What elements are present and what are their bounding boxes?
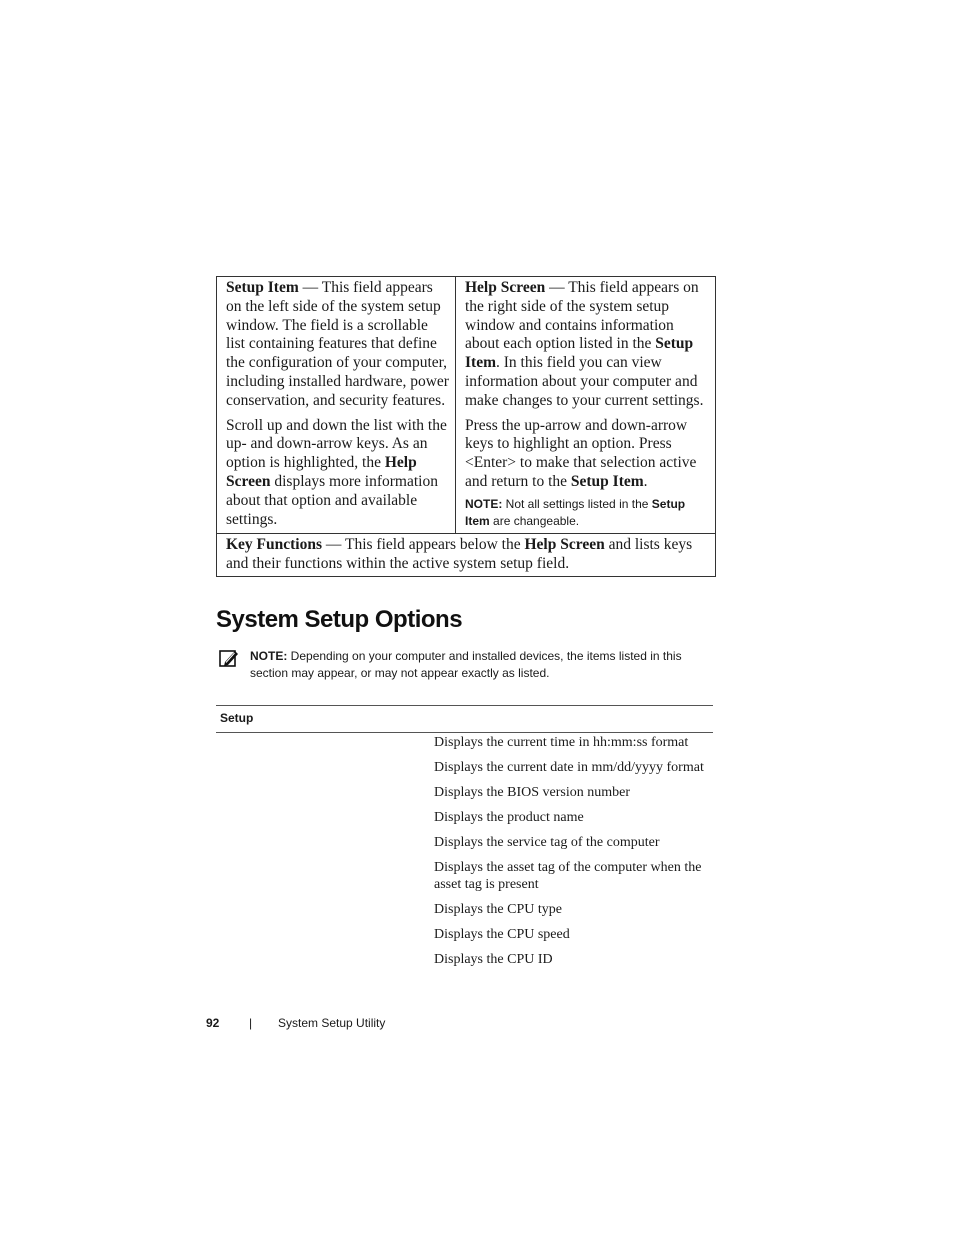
help-screen-note: [465, 496, 709, 530]
setup-option-item: Displays the service tag of the computer: [434, 835, 660, 850]
footer-separator: |: [249, 1016, 253, 1030]
setup-item-cell: [217, 277, 456, 534]
keys-text-end: .: [643, 472, 648, 490]
help-screen-text-end: . In this field you can view information about your computer and make changes to your current settings.: [465, 354, 704, 409]
setup-option-item: Displays the CPU type: [434, 902, 562, 917]
note-setup-item-ref: Setup Item: [465, 496, 686, 528]
setup-item-term: Setup Item: [226, 279, 299, 296]
help-screen-cell: [456, 277, 716, 534]
setup-header-label: Setup: [220, 711, 254, 725]
help-screen-text: — This field appears on the right side of the system setup window and contains information about each option listed in the: [465, 279, 699, 353]
help-screen-term: Help Screen: [465, 279, 546, 296]
help-screen-desc: [465, 279, 709, 411]
info-row-top: [217, 277, 716, 534]
setup-item-scroll-desc: [226, 417, 449, 530]
footer-chapter-title: System Setup Utility: [278, 1016, 386, 1030]
setup-option-item: Displays the CPU speed: [434, 927, 570, 942]
note-body: Depending on your computer and installed devices, the items listed in this section may appear, or may not appear exactly as listed.: [250, 649, 682, 680]
setup-option-item: Displays the product name: [434, 810, 584, 825]
keys-text: Press the up-arrow and down-arrow keys to highlight an option. Press <Enter> to make that selection active and return to the: [465, 416, 697, 490]
key-functions-term: Key Functions: [226, 535, 323, 553]
help-screen-ref: Help Screen: [226, 454, 417, 490]
setup-options-list: [434, 734, 716, 976]
note-label-main: NOTE:: [250, 649, 288, 663]
scroll-text-end: displays more information about that option and available settings.: [226, 472, 438, 528]
key-functions-text: — This field appears below the: [322, 535, 525, 553]
help-screen-ref-2: Help Screen: [524, 535, 605, 553]
note-text-a: Not all settings listed in the: [502, 496, 652, 511]
scroll-text: Scroll up and down the list with the up- and down-arrow keys. As an option is highlighted, the: [226, 416, 447, 472]
page-number: 92: [206, 1016, 220, 1030]
setup-option-item: Displays the current date in mm/dd/yyyy format: [434, 760, 704, 775]
key-functions-text-end: and lists keys and their functions within the active system setup field.: [226, 535, 693, 572]
help-screen-keys-desc: [465, 417, 709, 492]
info-table: [216, 276, 716, 577]
setup-item-ref-2: Setup Item: [570, 472, 644, 490]
key-functions-cell: [217, 533, 716, 577]
pencil-note-icon: [219, 648, 239, 668]
setup-option-item: Displays the asset tag of the computer when the asset tag is present: [434, 860, 702, 892]
setup-option-item: Displays the BIOS version number: [434, 785, 630, 800]
section-title: System Setup Options: [216, 606, 463, 633]
setup-table-header: [216, 705, 713, 733]
note-text: [250, 648, 716, 682]
info-row-bottom: [217, 533, 716, 577]
note-text-c: are changeable.: [489, 513, 580, 528]
note-label: NOTE:: [465, 496, 503, 511]
setup-item-desc: [226, 279, 449, 411]
setup-item-ref: Setup Item: [465, 335, 694, 372]
setup-item-text: — This field appears on the left side of the system setup window. The field is a scrollable list containing features that define the configuration of your computer, including installed hardware, power conservation, and security features.: [226, 279, 449, 409]
setup-option-item: Displays the current time in hh:mm:ss format: [434, 735, 689, 750]
setup-option-item: Displays the CPU ID: [434, 952, 553, 967]
